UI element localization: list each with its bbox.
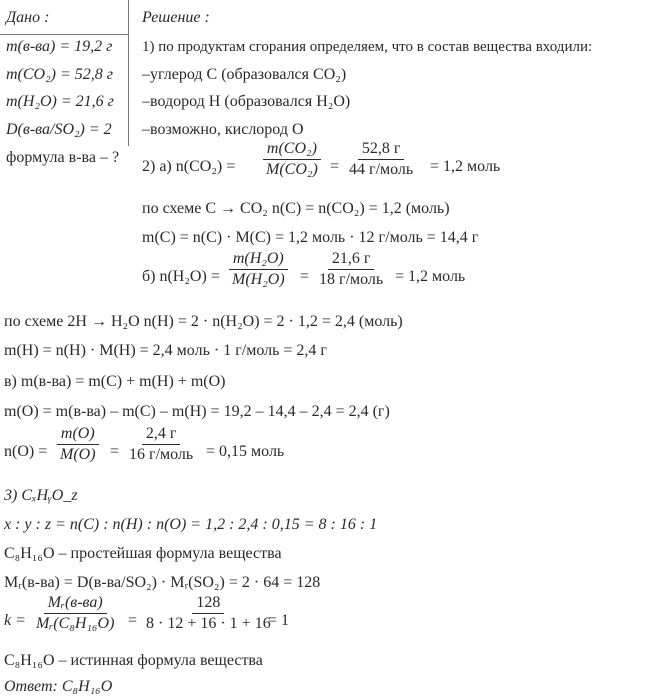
given-line: m(H₂O) = 21,6 г (6, 93, 114, 110)
fraction-numerator: 21,6 г (328, 250, 375, 270)
fraction-numerator: m(H₂O) (229, 250, 288, 270)
step-v-mass-sum: в) m(в-ва) = m(C) + m(H) + m(O) (4, 373, 226, 390)
fraction-value-h2o (315, 250, 387, 289)
molar-mass-calc: Mᵣ(в-ва) = D(в-ва/SO₂) · Mᵣ(SO₂) = 2 · 64 = 128 (4, 574, 321, 591)
simplest-formula: C₈H₁₆O – простейшая формула вещества (4, 545, 282, 562)
given-solution-divider (128, 0, 129, 146)
mass-oxygen: m(O) = m(в-ва) – m(C) – m(H) = 19,2 – 14,4 – 2,4 = 2,4 (г) (4, 403, 390, 420)
fraction-denominator: Mᵣ(C₈H₁₆O) (36, 615, 115, 632)
step2a-result: = 1,2 моль (430, 158, 501, 175)
step3-general-formula: 3) CₓHᵧO_z (4, 487, 78, 504)
given-line: формула в-ва – ? (6, 149, 120, 166)
step2b-result: = 1,2 моль (395, 268, 466, 285)
given-title-underline (0, 34, 128, 35)
atom-ratio: x : y : z = n(C) : n(H) : n(O) = 1,2 : 2,4 : 0,15 = 8 : 16 : 1 (4, 516, 378, 533)
fraction-mass-co2 (262, 140, 322, 179)
fraction-k-formula (32, 594, 118, 633)
fraction-k-value (142, 594, 275, 633)
equals-sign: = (110, 443, 120, 460)
equals-sign: = (330, 158, 340, 175)
step2b-lhs: б) n(H₂O) = (142, 268, 220, 285)
scheme-hydrogen: по схеме 2H → H₂O n(H) = 2 · n(H₂O) = 2 · 1,2 = 2,4 (моль) (4, 313, 403, 330)
fraction-numerator: Mᵣ(в-ва) (44, 594, 107, 614)
given-line: m(в-ва) = 19,2 г (6, 38, 113, 55)
fraction-denominator: M(H₂O) (232, 271, 285, 288)
fraction-numerator: m(O) (57, 425, 99, 445)
step2a-lhs: 2) а) n(CO₂) = (142, 158, 236, 175)
k-result: = 1 (268, 612, 290, 629)
solution-title: Решение : (142, 9, 210, 26)
mass-carbon: m(C) = n(C) · M(C) = 1,2 моль · 12 г/моль = 14,4 г (142, 229, 479, 246)
step1-intro: 1) по продуктам сгорания определяем, что в состав вещества входили: (142, 39, 593, 55)
step1-item: –водород H (образовался H₂O) (142, 93, 351, 110)
fraction-value-co2 (345, 140, 417, 179)
scheme-carbon: по схеме C → CO₂ n(C) = n(CO₂) = 1,2 (моль) (142, 200, 450, 217)
fraction-denominator: 18 г/моль (319, 271, 384, 288)
true-formula: C₈H₁₆O – истинная формула вещества (4, 652, 263, 669)
fraction-denominator: 8 · 12 + 16 · 1 + 16 (146, 615, 271, 632)
equals-sign: = (300, 268, 310, 285)
given-line: D(в-ва/SO₂) = 2 (6, 121, 112, 138)
fraction-numerator: m(CO₂) (263, 140, 321, 160)
given-title: Дано : (6, 9, 50, 26)
fraction-value-o (125, 425, 197, 464)
mol-oxygen-result: = 0,15 моль (206, 443, 285, 460)
fraction-numerator: 128 (192, 594, 224, 614)
given-line: m(CO₂) = 52,8 г (6, 66, 114, 83)
equals-sign: = (128, 612, 138, 629)
fraction-mass-o (56, 425, 100, 464)
k-lhs: k = (4, 612, 26, 629)
mol-oxygen-lhs: n(O) = (4, 443, 48, 460)
fraction-denominator: 44 г/моль (349, 161, 414, 178)
step1-item: –возможно, кислород O (142, 121, 304, 138)
step1-item: –углерод C (образовался CO₂) (142, 66, 347, 83)
fraction-numerator: 2,4 г (142, 425, 181, 445)
mass-hydrogen: m(H) = n(H) · M(H) = 2,4 моль · 1 г/моль = 2,4 г (4, 342, 327, 359)
fraction-denominator: M(O) (60, 446, 96, 463)
fraction-denominator: M(CO₂) (266, 161, 318, 178)
answer: Ответ: C₈H₁₆O (4, 678, 113, 695)
fraction-numerator: 52,8 г (358, 140, 405, 160)
fraction-denominator: 16 г/моль (129, 446, 194, 463)
fraction-mass-h2o (228, 250, 289, 289)
